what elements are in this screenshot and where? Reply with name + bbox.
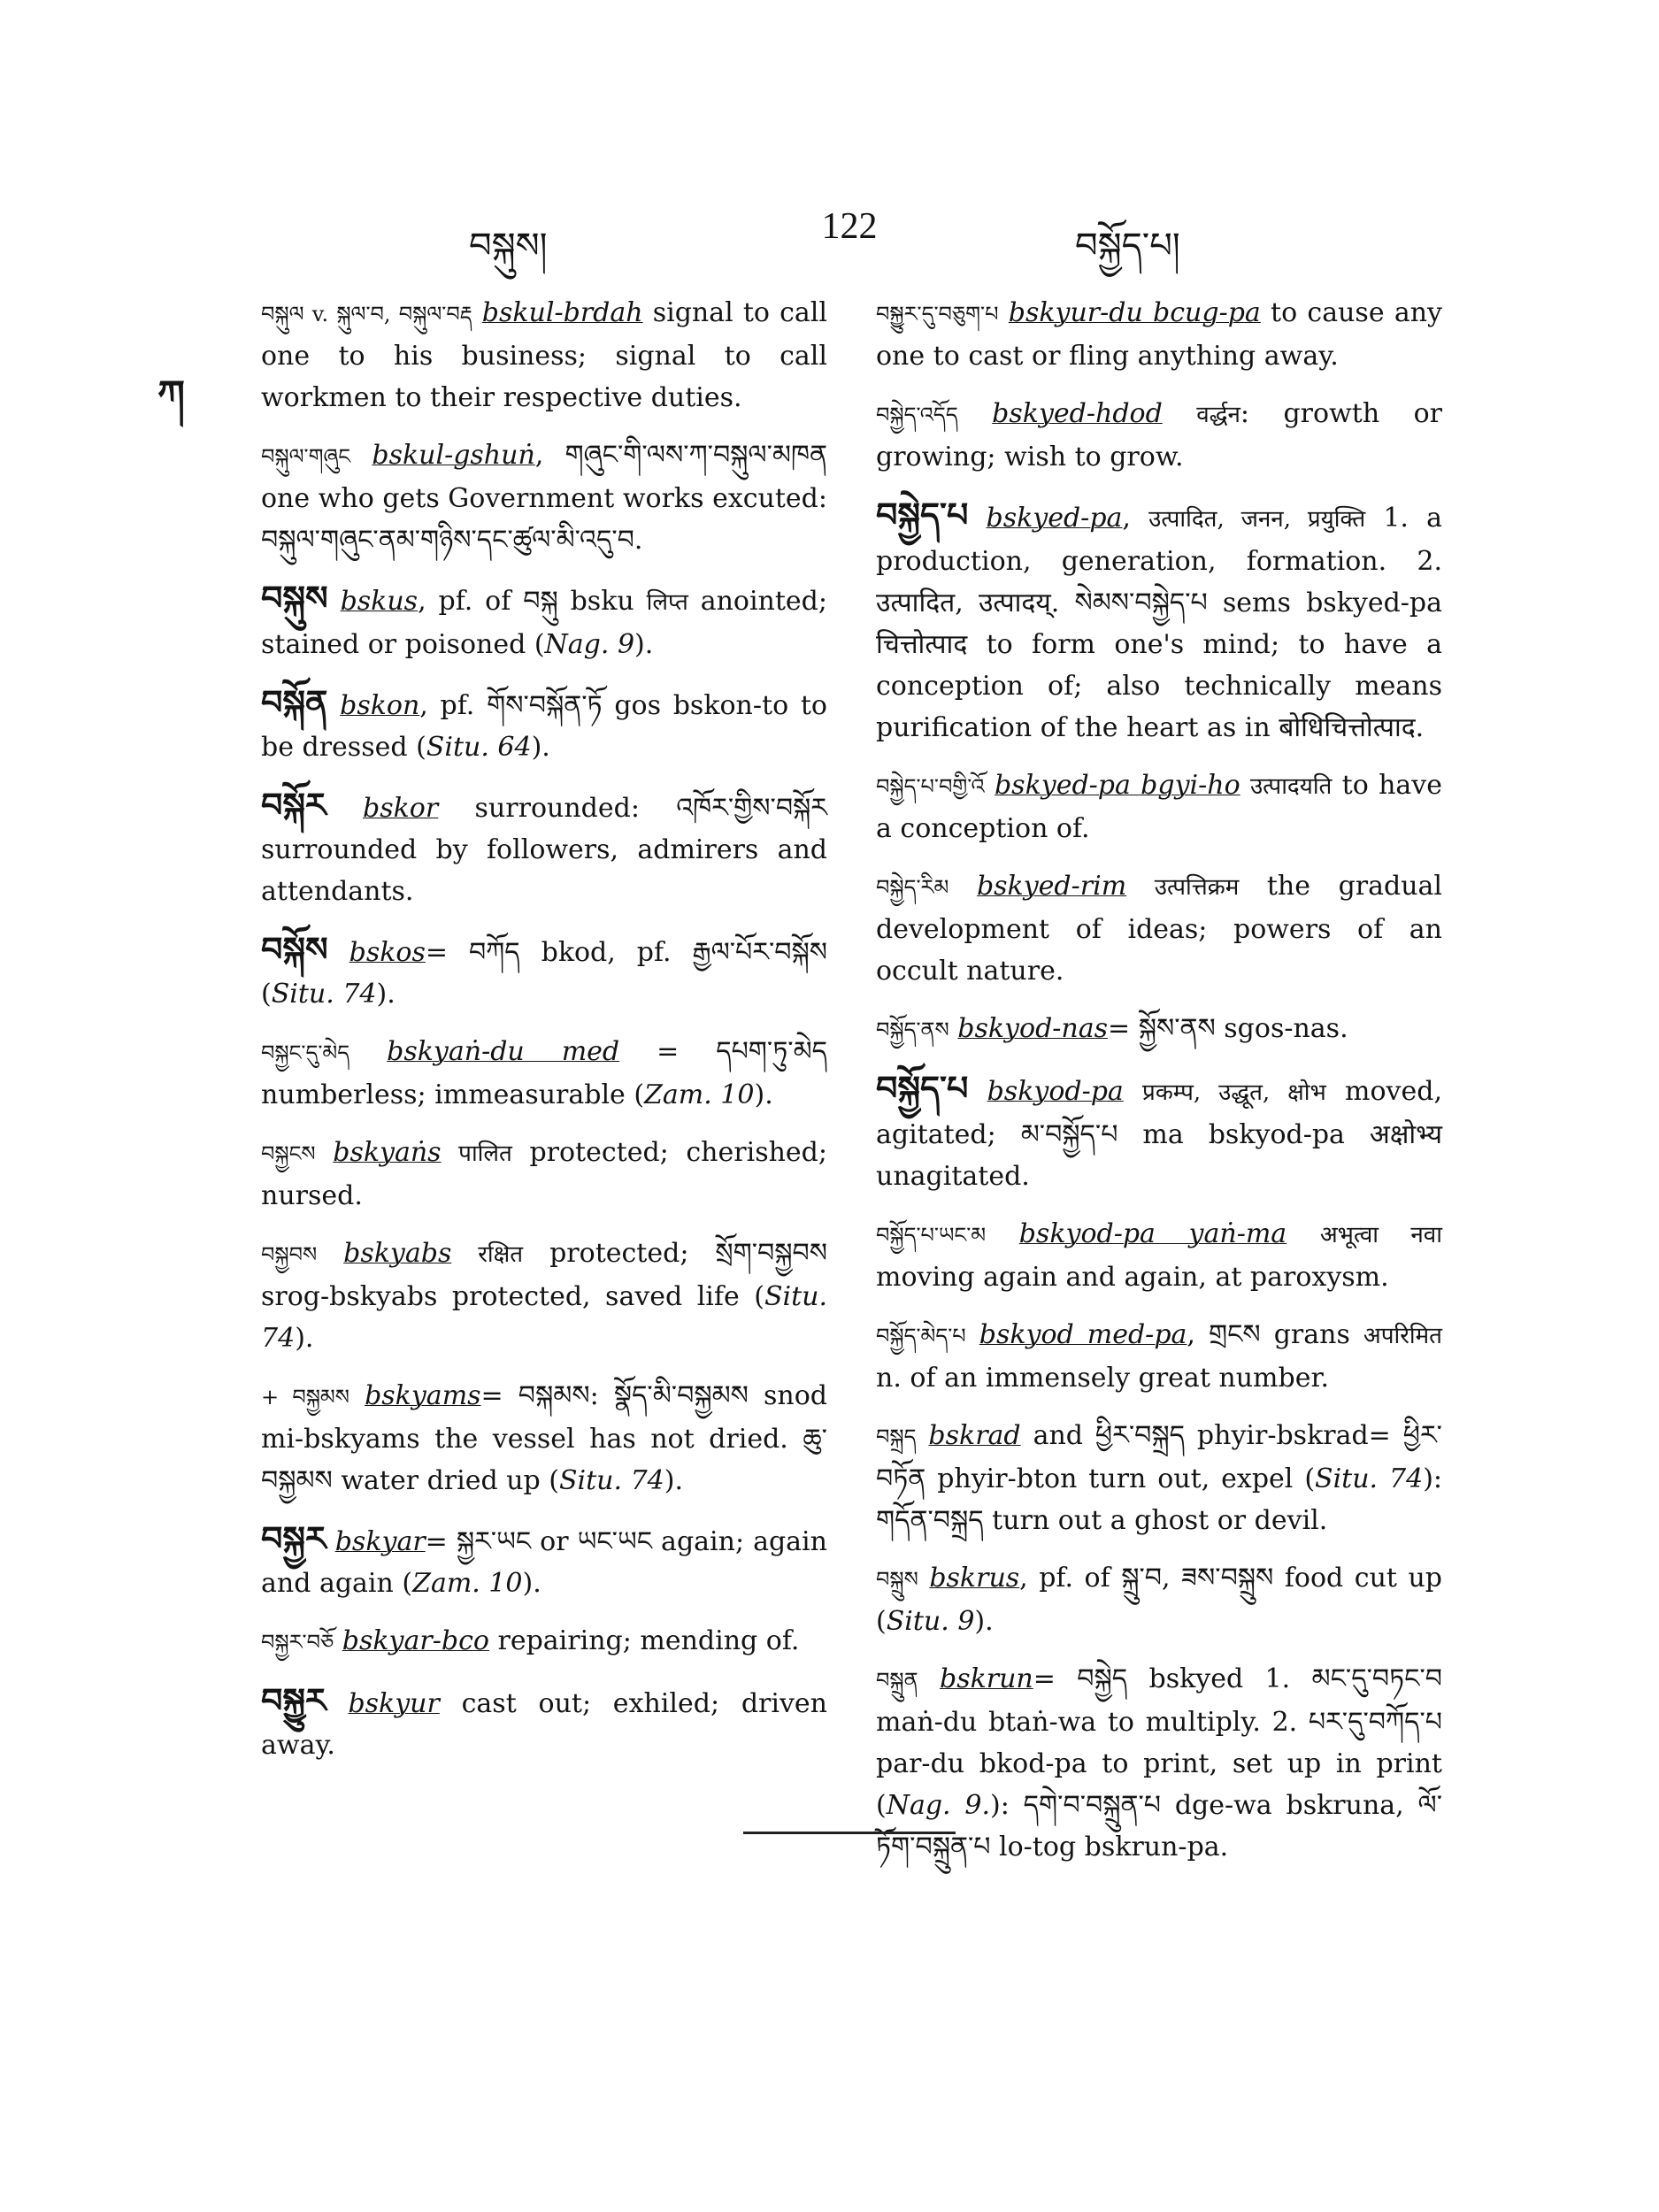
dictionary-entry: བསྐྱོད་ནས bskyod-nas= སྐྱོས་ནས sgos-nas. xyxy=(876,1013,1348,1044)
dictionary-entry: བསྐྱེད་པ་བགྱི་འོ bskyed-pa bgyi-ho उत्पादयति to have a conception of. xyxy=(876,770,1442,844)
dictionary-entry: བསྐྱོད་པ bskyod-pa प्रकम्प, उद्धूत, क्षोभ moved, agitated; མ་བསྐྱོད་པ ma bskyod-pa अक्षोभ्य unagitated. xyxy=(876,1068,1442,1192)
left-column xyxy=(261,292,827,1782)
dictionary-entry: བསྐྱེད་འདོད bskyed-hdod वर्द्धन: growth or growing; wish to grow. xyxy=(876,398,1442,472)
dictionary-entry: བསྐྱུར་དུ་བཅུག་པ bskyur-du bcug-pa to cause any one to cast or fling anything away. xyxy=(876,297,1442,372)
page-header xyxy=(0,205,1659,267)
dictionary-entry: བསྐུས bskus, pf. of བསྐུ bsku लिप्त anointed; stained or poisoned (Nag. 9). xyxy=(261,578,827,660)
dictionary-entry: བསྐྱབས bskyabs रक्षित protected; སྲོག་བསྐྱབས srog-bskyabs protected, saved life (Situ. 74). xyxy=(261,1238,827,1354)
dictionary-entry: + བསྐྱམས bskyams= བསྐམས: སྣོད་མི་བསྐྱམས snod mi-bskyams the vessel has not dried. ཆུ་བསྐྱམས water dried up (Situ. 74). xyxy=(261,1380,827,1496)
dictionary-entry: བསྐྱར་བཅོ bskyar-bco repairing; mending of. xyxy=(261,1625,800,1656)
dictionary-entry: བསྐོས bskos= བཀོད bkod, pf. རྒྱལ་པོར་བསྐོས (Situ. 74). xyxy=(261,929,827,1010)
dictionary-entry: བསྐྱངས bskyaṅs पालित protected; cherished; nursed. xyxy=(261,1137,827,1211)
dictionary-entry: བསྐོར bskor surrounded: འཁོར་གྱིས་བསྐོར surrounded by followers, admirers and attendants. xyxy=(261,785,827,907)
page-number: 122 xyxy=(821,206,878,247)
dictionary-entry: བསྐུལ v. སྐུལ་བ, བསྐུལ་བརྡ bskul-brdah signal to call one to his business; signal to call workmen to their respective duties. xyxy=(261,297,827,413)
dictionary-entry: བསྐྱོད་པ་ཡང་མ bskyod-pa yaṅ-ma अभूत्वा नवा moving again and again, at paroxysm. xyxy=(876,1218,1442,1293)
dictionary-entry: བསྐྱུར bskyur cast out; exhiled; driven away. xyxy=(261,1680,827,1761)
header-right-headword: བསྐྱོད་པ། xyxy=(1075,226,1180,266)
dictionary-entry: བསྐྲུན bskrun= བསྐྱེད bskyed 1. མང་དུ་བཏང་བ maṅ-du btaṅ-wa to multiply. 2. པར་དུ་བཀོད་པ par-du bkod-pa to print, set up in print (Nag. 9.): དགེ་བ་བསྐྲུན་པ dge-wa bskruna, ལོ་ཏོག་བསྐྲུན་པ lo-tog bskrun-pa. xyxy=(876,1663,1443,1863)
dictionary-entry: བསྐྱོད་མེད་པ bskyod med-pa, གྲངས grans अपरिमित n. of an immensely great number. xyxy=(876,1319,1442,1394)
dictionary-entry: བསྐྲུས bskrus, pf. of སྐྲུ་བ, ཟས་བསྐྲུས food cut up (Situ. 9). xyxy=(876,1563,1442,1637)
dictionary-entry: བསྐོན bskon, pf. གོས་བསྐོན་ཏོ gos bskon-to to be dressed (Situ. 64). xyxy=(261,682,827,763)
dictionary-entry: བསྐྱར bskyar= སྐྱར་ཡང or ཡང་ཡང again; again and again (Zam. 10). xyxy=(261,1518,827,1599)
dictionary-entry: བསྐྱང་དུ་མེད bskyaṅ-du med = དཔག་ཏུ་མེད numberless; immeasurable (Zam. 10). xyxy=(261,1036,827,1110)
dictionary-entry: བསྐྱེད་པ bskyed-pa, उत्पादित, जनन, प्रयुक्ति 1. a production, generation, formation. 2. उत्पादित, उत्पादय्. སེམས་བསྐྱེད་པ sems bskyed-pa चित्तोत्पाद to form one's mind; to have a conception of; also technically means purification of the heart as in बोधिचित्तोत्पाद. xyxy=(876,495,1442,743)
dictionary-entry: བསྐྲད bskrad and ཕྱིར་བསྐྲད phyir-bskrad= ཕྱིར་བཏོན phyir-bton turn out, expel (Situ. 74): གདོན་བསྐྲད turn out a ghost or devil. xyxy=(876,1420,1442,1536)
right-column xyxy=(876,292,1442,1884)
margin-section-mark: ཀ xyxy=(157,373,183,418)
dictionary-entry: བསྐུལ་གཞུང bskul-gshuṅ, གཞུང་གི་ལས་ཀ་བསྐུལ་མཁན one who gets Government works excuted: བསྐུལ་གཞུང་ནམ་གཉིས་དང་ཚུལ་མི་འདུ་བ. xyxy=(261,440,827,556)
dictionary-entry: བསྐྱེད་རིམ bskyed-rim उत्पत्तिक्रम the gradual development of ideas; powers of an occult nature. xyxy=(876,871,1443,987)
footer-divider xyxy=(743,1832,956,1834)
header-left-headword: བསྐུས། xyxy=(469,226,548,266)
